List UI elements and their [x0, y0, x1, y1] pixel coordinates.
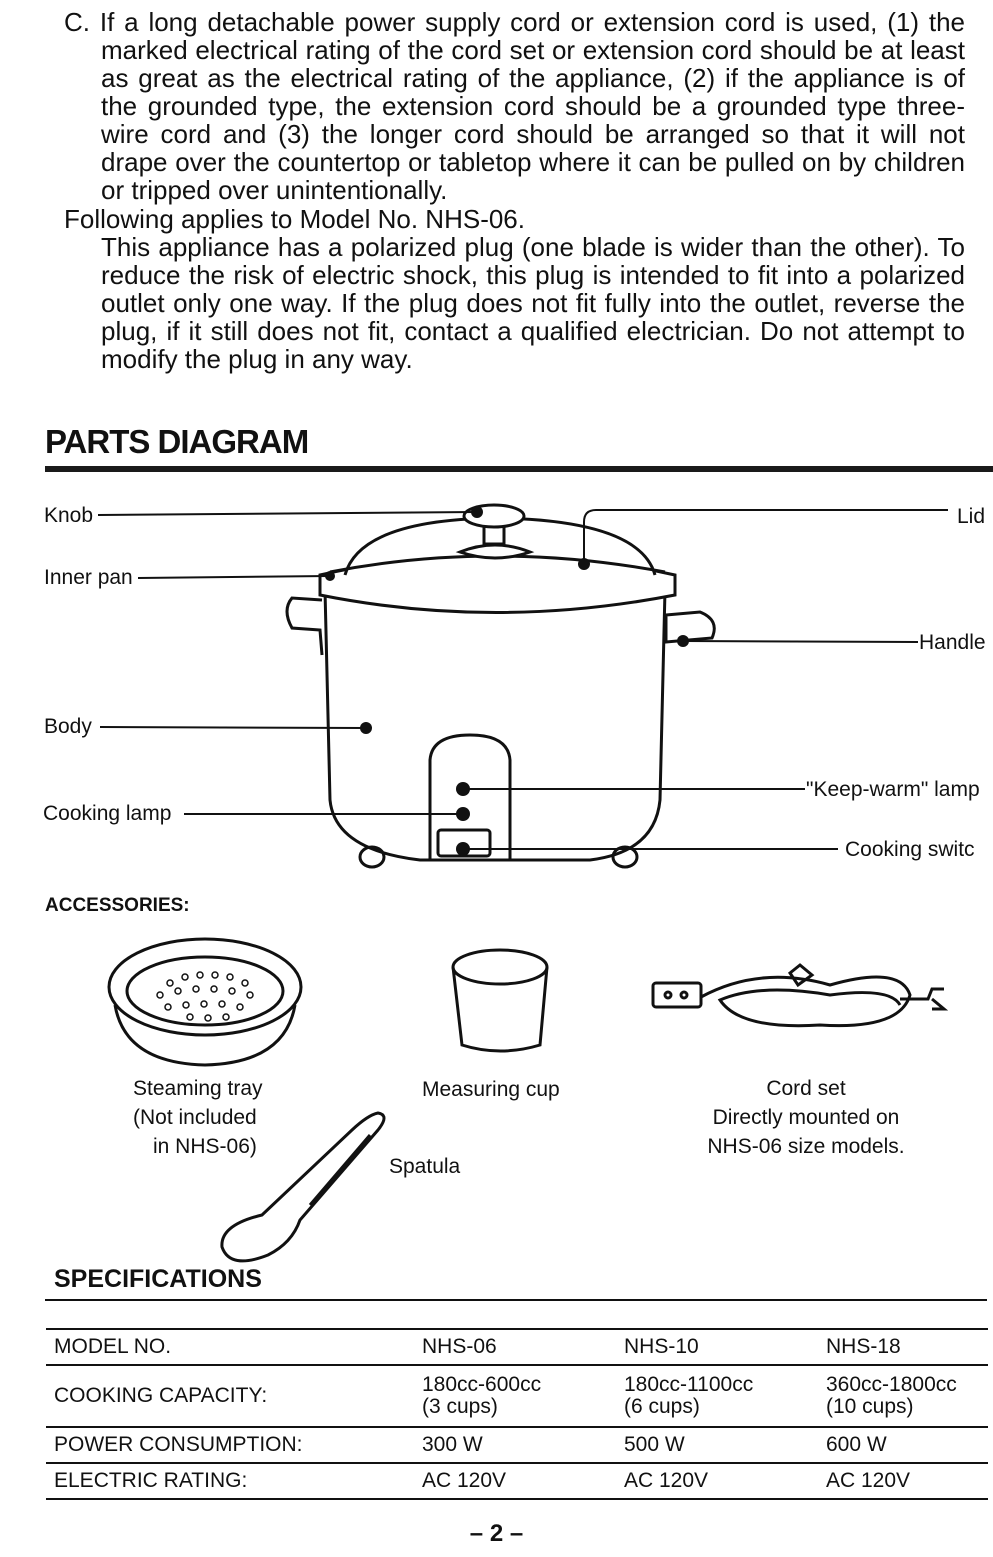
specifications-table	[46, 1328, 988, 1500]
label-keep-warm-lamp: "Keep-warm" lamp	[806, 778, 980, 801]
spec-row-capacity	[46, 1365, 988, 1427]
spec-value: AC 120V	[826, 1469, 911, 1492]
specifications-divider	[45, 1299, 987, 1301]
spec-row-model	[46, 1329, 988, 1365]
capacity-cups: (10 cups)	[826, 1395, 914, 1418]
page-number: – 2 –	[469, 1520, 524, 1547]
steaming-tray-icon	[109, 939, 301, 1065]
measuring-cup-icon	[453, 950, 547, 1051]
cord-set-note-2: NHS-06 size models.	[707, 1135, 905, 1158]
steaming-tray-note-2: in NHS-06)	[153, 1135, 257, 1158]
label-cooking-switch: Cooking switc	[845, 838, 975, 861]
spec-value: NHS-18	[826, 1335, 901, 1358]
spec-label: MODEL NO.	[54, 1335, 172, 1358]
label-lid: Lid	[957, 505, 986, 528]
parts-diagram-title: PARTS DIAGRAM	[45, 423, 309, 460]
spec-label: POWER CONSUMPTION:	[54, 1433, 303, 1456]
rice-cooker-diagram	[0, 480, 993, 900]
measuring-cup-label: Measuring cup	[422, 1078, 560, 1101]
model-note-heading: Following applies to Model No. NHS-06.	[64, 204, 525, 234]
label-inner-pan: Inner pan	[44, 566, 133, 589]
spec-row-power	[46, 1427, 988, 1463]
cord-set-label	[701, 1074, 911, 1161]
label-cooking-lamp: Cooking lamp	[43, 802, 172, 825]
title-divider	[45, 466, 993, 472]
spec-value	[616, 1365, 818, 1427]
spec-value	[414, 1365, 616, 1427]
spec-value: 600 W	[826, 1433, 887, 1456]
spec-value: NHS-10	[624, 1335, 699, 1358]
capacity-cups: (3 cups)	[422, 1395, 498, 1418]
spec-value: AC 120V	[624, 1469, 709, 1492]
capacity-range: 360cc-1800cc	[826, 1373, 957, 1396]
accessories-title: ACCESSORIES:	[45, 895, 190, 916]
spec-value: 500 W	[624, 1433, 685, 1456]
specifications-title: SPECIFICATIONS	[54, 1265, 262, 1293]
steaming-tray-note-1: (Not included	[133, 1106, 257, 1129]
cord-set-name: Cord set	[766, 1077, 846, 1100]
spec-row-rating	[46, 1463, 988, 1499]
capacity-range: 180cc-1100cc	[624, 1373, 754, 1396]
capacity-range: 180cc-600cc	[422, 1373, 542, 1396]
warning-item-c: C. If a long detachable power supply cord or extension cord is used, (1) the marked electrical rating of the cord set or extension cord should be at least as great as the electrical rating of the appliance, (2) if the appliance is of the grounded type, the extension cord should be a grounded type three-wire cord and (3) the longer cord should be arranged so that it will not drape over the countertop or tabletop where it can be pulled on by children or tripped over unintentionally.	[64, 7, 965, 205]
steaming-tray-label	[133, 1074, 263, 1161]
cord-set-note-1: Directly mounted on	[712, 1106, 900, 1129]
capacity-cups: (6 cups)	[624, 1395, 700, 1418]
label-body: Body	[44, 715, 92, 738]
spec-value: AC 120V	[422, 1469, 507, 1492]
steaming-tray-name: Steaming tray	[133, 1077, 263, 1100]
spec-label: ELECTRIC RATING:	[54, 1469, 248, 1492]
model-note-body: This appliance has a polarized plug (one blade is wider than the other). To reduce the risk of electric shock, this plug is intended to fit into a polarized outlet only one way. If the plug does not fit fully into the outlet, reverse the plug, if it still does not fit, contact a qualified electrician. Do not attempt to modify the plug in any way.	[101, 232, 965, 374]
spec-value	[818, 1365, 988, 1427]
spec-value: NHS-06	[422, 1335, 497, 1358]
cord-set-icon	[653, 965, 944, 1026]
label-knob: Knob	[44, 504, 94, 527]
spec-label: COOKING CAPACITY:	[54, 1384, 268, 1407]
spec-value: 300 W	[422, 1433, 483, 1456]
label-handle: Handle	[919, 631, 986, 654]
spatula-label: Spatula	[389, 1155, 461, 1178]
